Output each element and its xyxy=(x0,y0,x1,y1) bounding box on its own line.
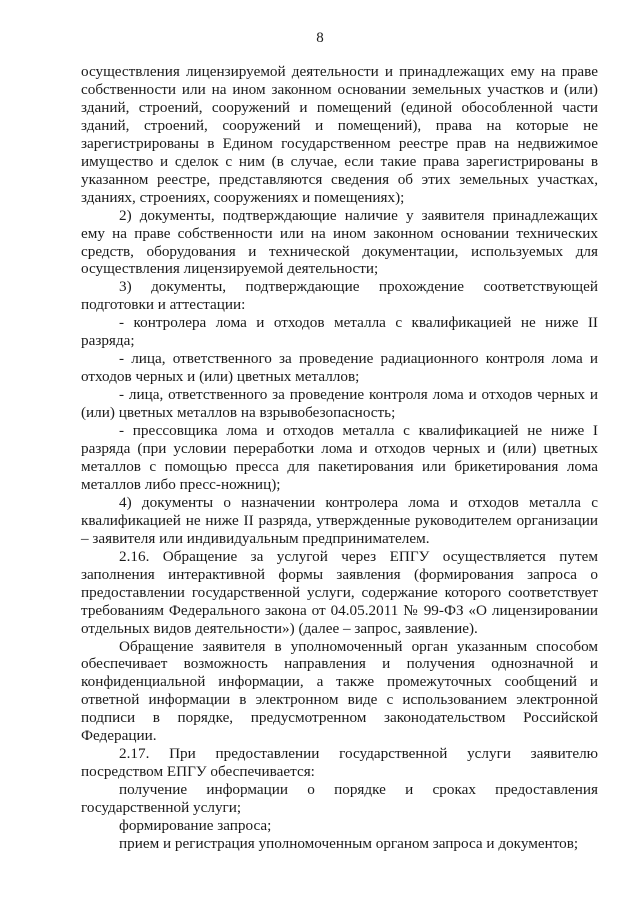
paragraph: - лица, ответственного за проведение контроля лома и отходов черных и (или) цветных металлов на взрывобезопасность; xyxy=(81,386,598,422)
paragraph: - контролера лома и отходов металла с квалификацией не ниже II разряда; xyxy=(81,314,598,350)
paragraph: 3) документы, подтверждающие прохождение соответствующей подготовки и аттестации: xyxy=(81,278,598,314)
paragraph: Обращение заявителя в уполномоченный орган указанным способом обеспечивает возможность направления и получения однозначной и конфиденциальной информации, а также промежуточных сообщений и ответной информации в электронном виде с использованием электронной подписи в порядке, предусмотренном законодательством Российской Федерации. xyxy=(81,637,598,745)
paragraph: 2) документы, подтверждающие наличие у заявителя принадлежащих ему на праве собственности или на ином законном основании технических средств, оборудования и технической документации, используемых для осуществления лицензируемой деятельности; xyxy=(81,206,598,278)
paragraph: 2.17. При предоставлении государственной услуги заявителю посредством ЕПГУ обеспечивается: xyxy=(81,745,598,781)
paragraph: прием и регистрация уполномоченным органом запроса и документов; xyxy=(119,834,579,852)
paragraph: получение информации о порядке и сроках предоставления государственной услуги; xyxy=(81,781,598,817)
document-body xyxy=(81,63,598,853)
page-number: 8 xyxy=(316,30,324,46)
paragraph: 2.16. Обращение за услугой через ЕПГУ осуществляется путем заполнения интерактивной формы заявления (формирования запроса о предоставлении государственной услуги, содержание которого соответствует требованиям Федерального закона от 04.05.2011 № 99-ФЗ «О лицензировании отдельных видов деятельности») (далее – запрос, заявление). xyxy=(81,547,598,637)
paragraph: 4) документы о назначении контролера лома и отходов металла с квалификацией не ниже II разряда, утвержденные руководителем организации – заявителя или индивидуальным предпринимателем. xyxy=(81,493,598,547)
paragraph: осуществления лицензируемой деятельности и принадлежащих ему на праве собственности или на ином законном основании земельных участков и (или) зданий, строений, сооружений и помещений (единой обособленной части зданий, строений, сооружений и помещений), права на которые не зарегистрированы в Едином государственном реестре прав на недвижимое имущество и сделок с ним (в случае, если такие права зарегистрированы в указанном реестре, представляются сведения об этих земельных участках, зданиях, строениях, сооружениях и помещениях); xyxy=(81,63,598,206)
paragraph: - лица, ответственного за проведение радиационного контроля лома и отходов черных и (или) цветных металлов; xyxy=(81,350,598,386)
paragraph: - прессовщика лома и отходов металла с квалификацией не ниже I разряда (при условии переработки лома и отходов черных и (или) цветных металлов с помощью пресса для пакетирования или брикетирования лома металлов либо пресс-ножниц); xyxy=(81,422,598,493)
paragraph: формирование запроса; xyxy=(119,817,272,835)
